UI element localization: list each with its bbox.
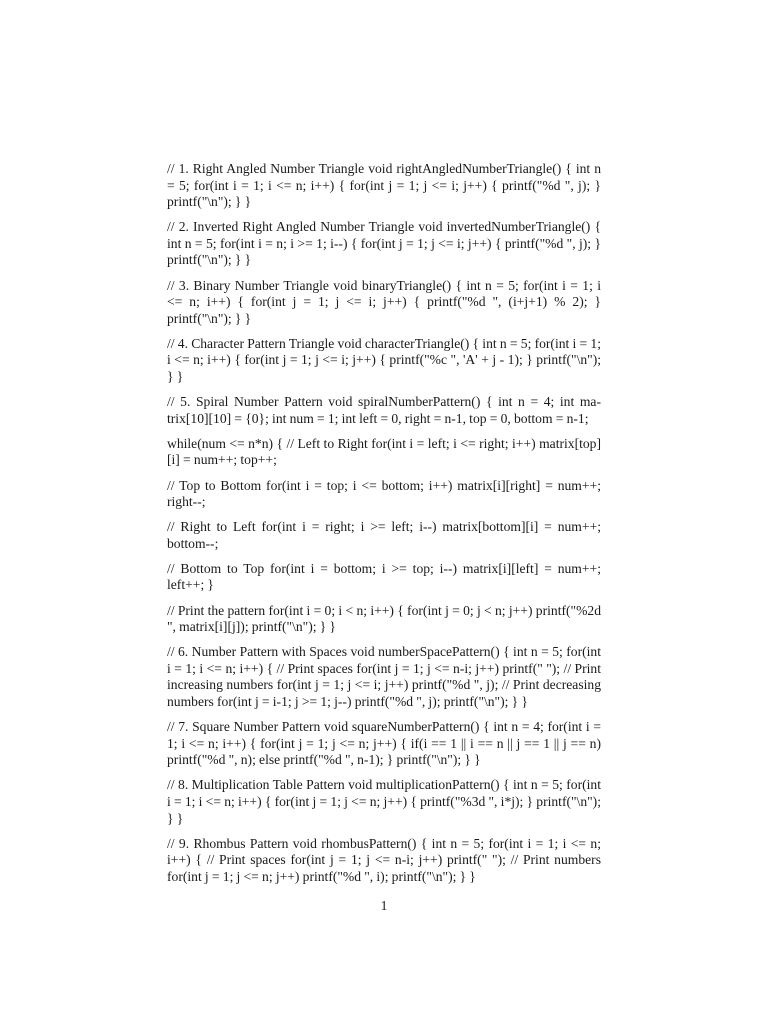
page-number: 1 (380, 898, 388, 913)
paragraph-spiral-left-to-right: while(num <= n*n) { // Left to Right for(int i = left; i <= right; i++) matrix[top][i] = num++; top++; (167, 435, 601, 468)
document-body (167, 161, 601, 894)
paragraph-spiral-print: // Print the pattern for(int i = 0; i < n; i++) { for(int j = 0; j < n; j++) printf("%2d ", matrix[i][j]); printf("\n"); } } (167, 602, 601, 635)
paragraph-right-angled-number-triangle: // 1. Right Angled Number Triangle void rightAngledNumberTriangle() { int n = 5; for(int i = 1; i <= n; i++) { for(int j = 1; j <= i; j++) { printf("%d ", j); } printf("\n"); } } (167, 161, 601, 210)
paragraph-binary-triangle: // 3. Binary Number Triangle void binaryTriangle() { int n = 5; for(int i = 1; i <= n; i++) { for(int j = 1; j <= i; j++) { printf("%d ", (i+j+1) % 2); } printf("\n"); } } (167, 277, 601, 326)
paragraph-number-space-pattern: // 6. Number Pattern with Spaces void numberSpacePattern() { int n = 5; for(int i = 1; i <= n; i++) { // Print spaces for(int j = 1; j <= n-i; j++) printf(" "); // Print increasing numbers for(int j = 1; j <= i; j++) printf("%d ", j); // Print decreasing numbers for(int j = i-1; j >= 1; j--) printf("%d ", j); printf("\n"); } } (167, 644, 601, 710)
paragraph-rhombus-pattern: // 9. Rhombus Pattern void rhombusPattern() { int n = 5; for(int i = 1; i <= n; i++) { // Print spaces for(int j = 1; j <= n-i; j++) printf(" "); // Print numbers for(int j = 1; j <= n; j++) printf("%d ", i); printf("\n"); } } (167, 835, 601, 884)
paragraph-spiral-top-to-bottom: // Top to Bottom for(int i = top; i <= bottom; i++) matrix[i][right] = num++; right--; (167, 477, 601, 510)
paragraph-square-number-pattern: // 7. Square Number Pattern void squareNumberPattern() { int n = 4; for(int i = 1; i <= n; i++) { for(int j = 1; j <= n; j++) { if(i == 1 || i == n || j == 1 || j == n) printf("%d ", n); else printf("%d ", n-1); } printf("\n"); } } (167, 719, 601, 768)
paragraph-spiral-bottom-to-top: // Bottom to Top for(int i = bottom; i >= top; i--) matrix[i][left] = num++; left++; } (167, 560, 601, 593)
paragraph-character-triangle: // 4. Character Pattern Triangle void characterTriangle() { int n = 5; for(int i = 1; i <= n; i++) { for(int j = 1; j <= i; j++) { printf("%c ", 'A' + j - 1); } printf("\n"); } } (167, 335, 601, 385)
paragraph-inverted-number-triangle: // 2. Inverted Right Angled Number Triangle void invertedNumberTriangle() { int n = 5; for(int i = n; i >= 1; i--) { for(int j = 1; j <= i; j++) { printf("%d ", j); } printf("\n"); } } (167, 219, 601, 268)
paragraph-multiplication-pattern: // 8. Multiplication Table Pattern void multiplicationPattern() { int n = 5; for(int i = 1; i <= n; i++) { for(int j = 1; j <= n; j++) { printf("%3d ", i*j); } printf("\n"); } } (167, 777, 601, 826)
paragraph-spiral-right-to-left: // Right to Left for(int i = right; i >= left; i--) matrix[bottom][i] = num++; bottom--; (167, 519, 601, 551)
paragraph-spiral-pattern-setup: // 5. Spiral Number Pattern void spiralNumberPattern() { int n = 4; int matrix[10][10] = {0}; int num = 1; int left = 0, right = n-1, top = 0, bottom = n-1; (167, 394, 601, 426)
